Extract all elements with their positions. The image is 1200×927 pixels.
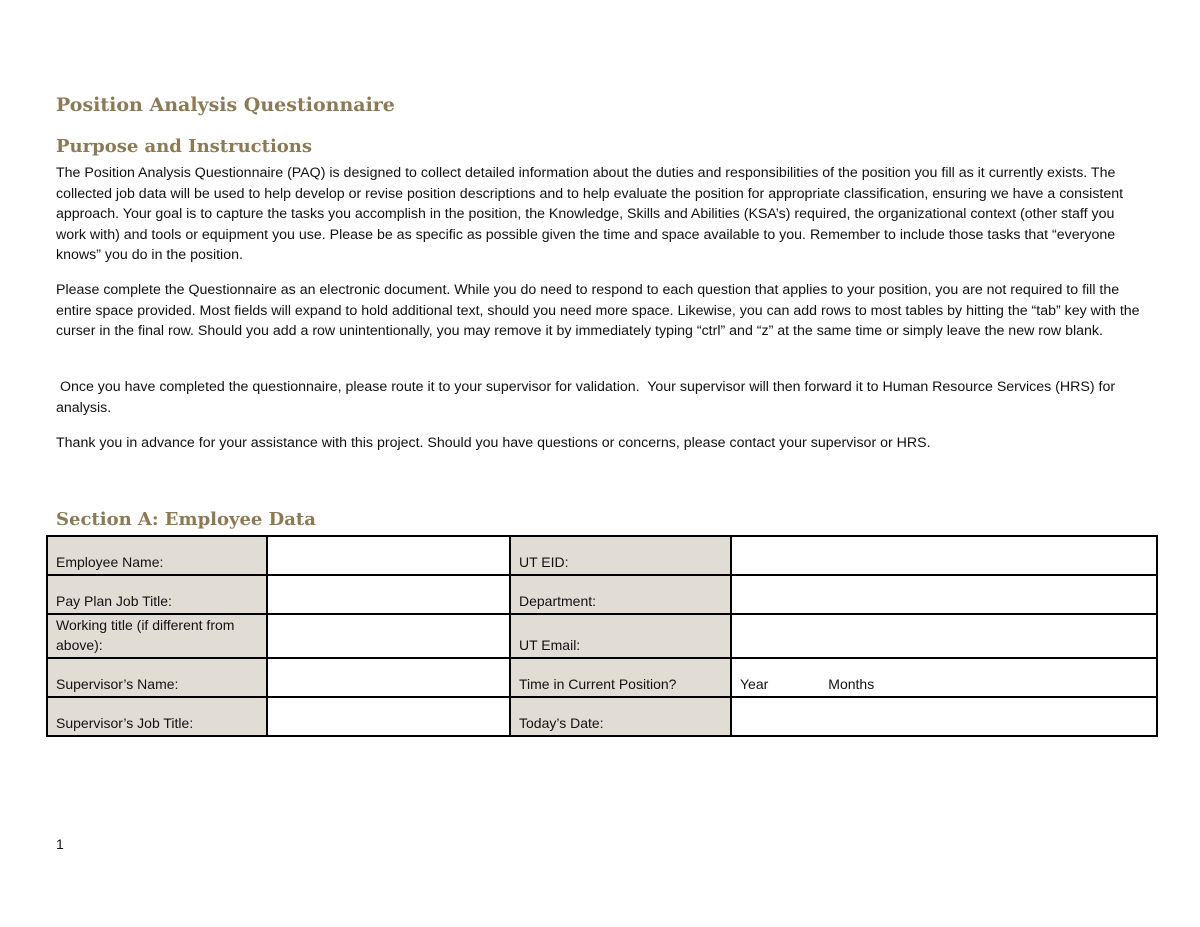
ut-eid-field[interactable] <box>731 536 1157 575</box>
table-row <box>47 658 1157 697</box>
purpose-heading: Purpose and Instructions <box>56 136 313 157</box>
todays-date-field[interactable] <box>731 697 1157 736</box>
todays-date-label: Today’s Date: <box>510 697 731 736</box>
working-title-field[interactable] <box>267 614 510 658</box>
working-title-label: Working title (if different from above): <box>47 614 267 658</box>
instructions-paragraph-2: Please complete the Questionnaire as an electronic document. While you do need to respond to each question that applies to your position, you are not required to fill the entire space provided. Most fields will expand to hold additional text, should you need more space. Likewise, you can add rows to most tables by hitting the “tab” key with the curser in the final row. Should you add a row unintentionally, you may remove it by immediately typing “ctrl” and “z” at the same time or simply leave the new row blank. <box>56 282 1140 339</box>
table-row <box>47 575 1157 614</box>
page-number: 1 <box>56 836 64 852</box>
supervisor-name-field[interactable] <box>267 658 510 697</box>
table-row <box>47 614 1157 658</box>
instructions-paragraph-3: Once you have completed the questionnaire, please route it to your supervisor for validation. Your supervisor will then forward it to Human Resource Services (HRS) for analysis. <box>56 379 1120 416</box>
supervisor-job-title-label: Supervisor’s Job Title: <box>47 697 267 736</box>
pay-plan-job-title-label: Pay Plan Job Title: <box>47 575 267 614</box>
employee-data-table <box>46 535 1158 737</box>
ut-email-label: UT Email: <box>510 614 731 658</box>
pay-plan-job-title-field[interactable] <box>267 575 510 614</box>
supervisor-name-label: Supervisor’s Name: <box>47 658 267 697</box>
employee-name-field[interactable] <box>267 536 510 575</box>
instructions-paragraph-1: The Position Analysis Questionnaire (PAQ) is designed to collect detailed information about the duties and responsibilities of the position you fill as it currently exists. The collected job data will be used to help develop or revise position descriptions and to help evaluate the position for appropriate classification, ensuring we have a consistent approach. Your goal is to capture the tasks you accomplish in the position, the Knowledge, Skills and Abilities (KSA’s) required, the organizational context (other staff you work with) and tools or equipment you use. Please be as specific as possible given the time and space available to you. Remember to include those tasks that “everyone knows” you do in the position. <box>56 165 1124 263</box>
section-a-heading: Section A: Employee Data <box>56 509 316 530</box>
time-in-position-label: Time in Current Position? <box>510 658 731 697</box>
document-title: Position Analysis Questionnaire <box>56 94 395 116</box>
department-field[interactable] <box>731 575 1157 614</box>
table-row <box>47 536 1157 575</box>
instructions-paragraph-4: Thank you in advance for your assistance with this project. Should you have questions or concerns, please contact your supervisor or HRS. <box>56 435 931 451</box>
table-row <box>47 697 1157 736</box>
time-in-position-field[interactable] <box>731 658 1157 697</box>
department-label: Department: <box>510 575 731 614</box>
ut-eid-label: UT EID: <box>510 536 731 575</box>
supervisor-job-title-field[interactable] <box>267 697 510 736</box>
employee-name-label: Employee Name: <box>47 536 267 575</box>
ut-email-field[interactable] <box>731 614 1157 658</box>
time-months-label: Months <box>828 676 875 692</box>
time-year-label: Year <box>740 676 769 692</box>
